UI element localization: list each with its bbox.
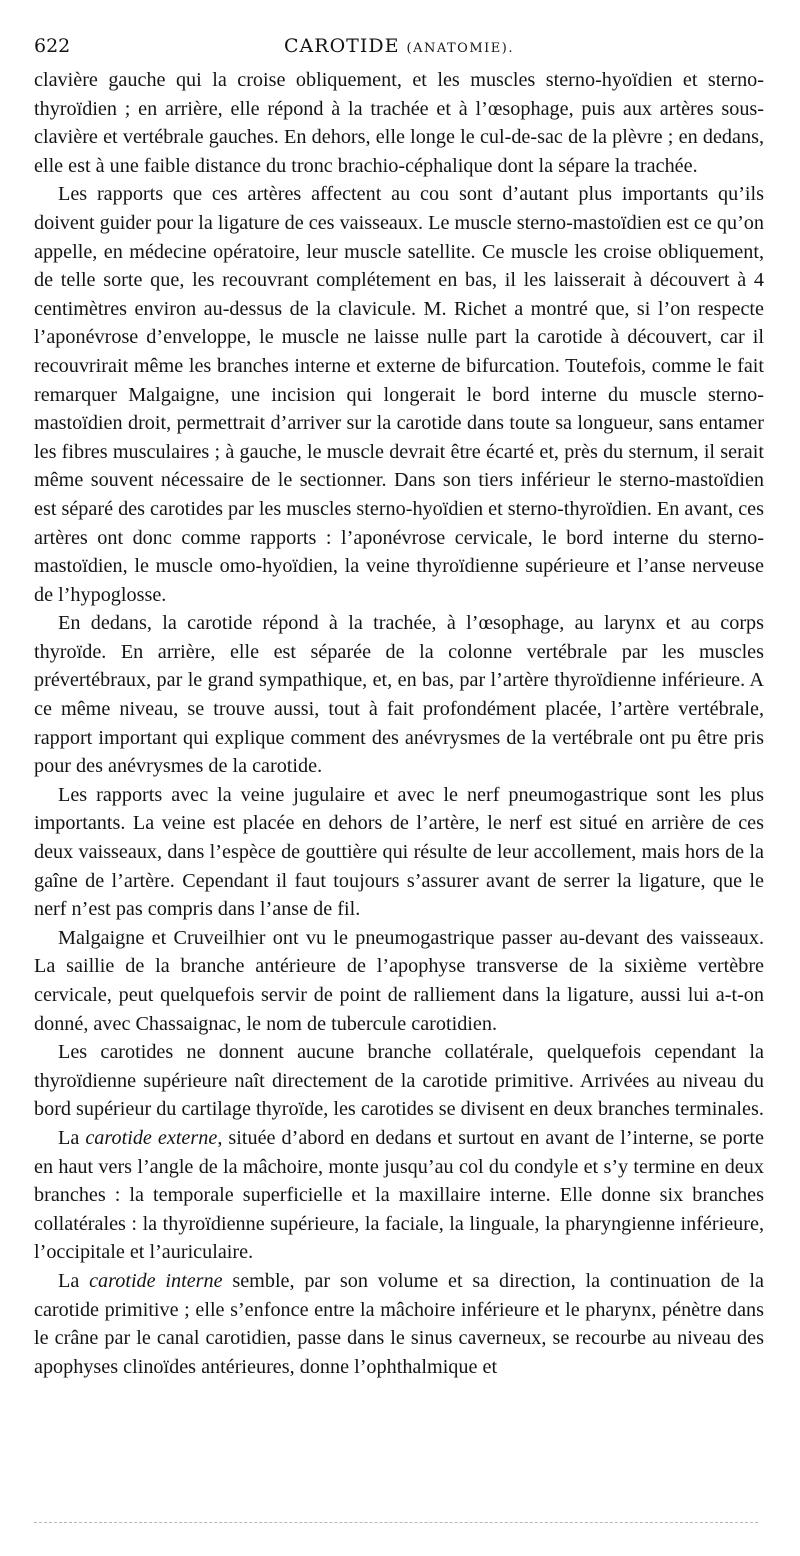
paragraph-text: La [58, 1269, 90, 1292]
paragraph [34, 609, 764, 781]
running-title [34, 26, 764, 69]
paragraph-text: semble, par son volume et sa direction, la continuation de la carotide primitive ; elle s’enfonce entre la mâchoire inférieure et le pharynx, pénètre dans le crâne par le canal carotidien, passe dans le sinus caverneux, se recourbe au niveau des apophyses clinoïdes antérieures, donne l’ophthalmique et [34, 1269, 764, 1378]
bottom-rule [34, 1522, 758, 1523]
paragraph [34, 180, 764, 609]
paragraph-text: Les rapports que ces artères affectent au cou sont d’autant plus importants qu’ils doivent guider pour la ligature de ces vaisseaux. Le muscle sterno-mastoïdien est ce qu’on appelle, en médecine opératoire, leur muscle satellite. Ce muscle les croise obliquement, de telle sorte que, les recouvrant complétement en bas, il les laisserait à découvert à 4 centimètres environ au-dessus de la clavicule. M. Richet a montré que, si l’on respecte l’aponévrose d’enveloppe, le muscle ne laisse nulle part la carotide à découvert, car il recouvrirait même les branches interne et externe de bifurcation. Toutefois, comme le fait remarquer Malgaigne, une incision qui longerait le bord interne du muscle sterno-mastoïdien droit, permettrait d’arriver sur la carotide dans toute sa longueur, sans entamer les fibres musculaires ; à gauche, le muscle devrait être écarté et, près du sternum, il serait même souvent nécessaire de le sectionner. Dans son tiers inférieur le sterno-mastoïdien est séparé des carotides par les muscles sterno-hyoïdien et sterno-thyroïdien. En avant, ces artères ont donc comme rapports : l’aponévrose cervicale, le bord interne du sterno-mastoïdien, le muscle omo-hyoïdien, la veine thyroïdienne supérieure et l’anse nerveuse de l’hypoglosse. [34, 183, 764, 606]
running-title-main: CAROTIDE [284, 35, 400, 57]
paragraph [34, 1038, 764, 1124]
paragraph [34, 1124, 764, 1267]
italic-term: carotide externe [85, 1126, 218, 1149]
body-text [34, 66, 764, 1381]
running-title-sub: (ANATOMIE). [406, 41, 514, 56]
paragraph [34, 924, 764, 1038]
paragraph-text: Les rapports avec la veine jugulaire et avec le nerf pneumogastrique sont les plus importants. La veine est placée en dehors de l’artère, le nerf est situé en arrière de ces deux vaisseaux, dans l’espèce de gouttière qui résulte de leur accollement, mais hors de la gaîne de l’artère. Cependant il faut toujours s’assurer avant de serrer la ligature, que le nerf n’est pas compris dans l’anse de fil. [34, 783, 764, 921]
paragraph-text: En dedans, la carotide répond à la trachée, à l’œsophage, au larynx et au corps thyroïde. En arrière, elle est séparée de la colonne vertébrale par les muscles prévertébraux, par le grand sympathique, et, en bas, par l’artère thyroïdienne inférieure. A ce même niveau, se trouve aussi, tout à fait profondément placée, l’artère vertébrale, rapport important qui explique comment des anévrysmes de la vertébrale ont pu être pris pour des anévrysmes de la carotide. [34, 612, 764, 778]
running-header [34, 26, 764, 66]
paragraph [34, 781, 764, 924]
page-number: 622 [34, 35, 71, 57]
paragraph-text: clavière gauche qui la croise obliquement, et les muscles sterno-hyoïdien et sterno-thyroïdien ; en arrière, elle répond à la trachée et à l’œsophage, puis aux artères sous-clavière et vertébrale gauches. En dehors, elle longe le cul-de-sac de la plèvre ; en dedans, elle est à une faible distance du tronc brachio-céphalique dont la sépare la trachée. [34, 69, 764, 177]
paragraph-text: La [58, 1126, 86, 1149]
paragraph-text: , située d’abord en dedans et surtout en avant de l’interne, se porte en haut vers l’angle de la mâchoire, monte jusqu’au col du condyle et s’y termine en deux branches : la temporale superficielle et la maxillaire interne. Elle donne six branches collatérales : la thyroïdienne supérieure, la faciale, la linguale, la pharyngienne inférieure, l’occipitale et l’auriculaire. [34, 1126, 764, 1264]
italic-term: carotide interne [89, 1269, 223, 1292]
paragraph [34, 1267, 764, 1381]
paragraph-text: Malgaigne et Cruveilhier ont vu le pneumogastrique passer au-devant des vaisseaux. La saillie de la branche antérieure de l’apophyse transverse de la sixième vertèbre cervicale, peut quelquefois servir de point de ralliement dans la ligature, aussi lui a-t-on donné, avec Chassaignac, le nom de tubercule carotidien. [34, 926, 764, 1035]
paragraph-text: Les carotides ne donnent aucune branche collatérale, quelquefois cependant la thyroïdienne supérieure naît directement de la carotide primitive. Arrivées au niveau du bord supérieur du cartilage thyroïde, les carotides se divisent en deux branches terminales. [34, 1041, 764, 1121]
paragraph [34, 66, 764, 180]
